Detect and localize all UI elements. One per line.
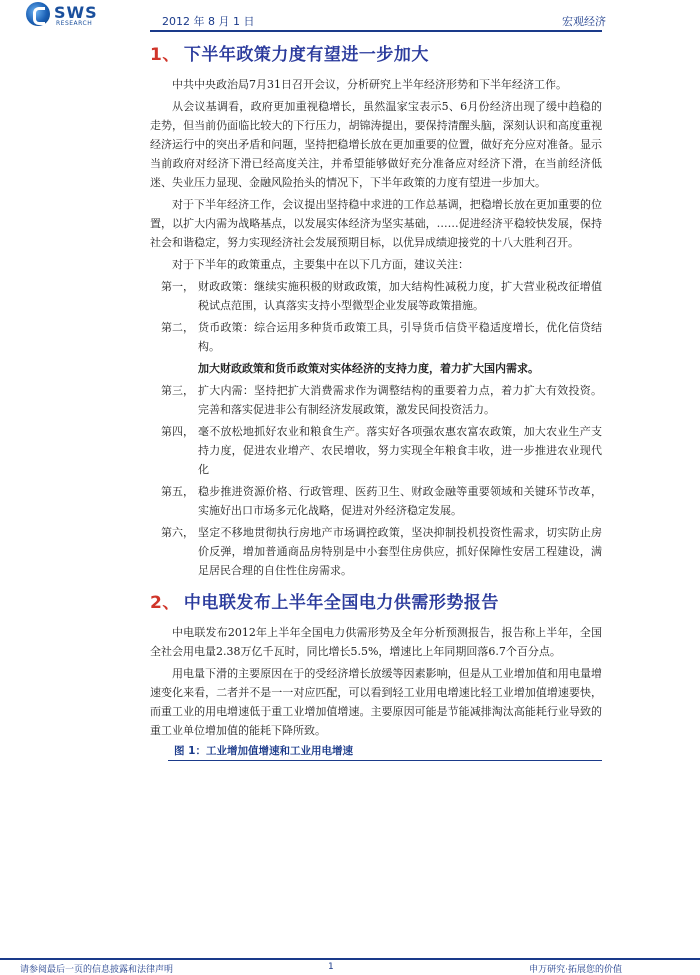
paragraph: 从会议基调看，政府更加重视稳增长，虽然温家宝表示5、6月份经济出现了缓中趋稳的走势，但当前仍面临比较大的下行压力，胡锦涛提出，要保持清醒头脑，深刻认识和高度重视经济运行中的突出矛盾和问题，坚持把稳增长放在更加重要的位置，做好充分应对准备。显示当前政府对经济下滑已经高度关注，并希望能够做好充分准备应对经济下滑，在当前经济低迷、失业压力显现、金融风险抬头的情况下，下半年政策的力度有望进一步加大。 xyxy=(150,100,602,189)
paragraph: 对于下半年的政策重点，主要集中在以下几方面，建议关注： xyxy=(172,258,469,271)
paragraph: 中电联发布2012年上半年全国电力供需形势及全年分析预测报告，报告称上半年，全国全社会用电量2.38万亿千瓦时，同比增长5.5%，增速比上年同期回落6.7个百分点。 xyxy=(150,626,602,658)
policy-item-text: 坚定不移地贯彻执行房地产市场调控政策，坚决抑制投机投资性需求，切实防止房价反弹，增加普通商品房特别是中小套型住房供应，抓好保障性安居工程建设，满足居民合理的自住性住房需求。 xyxy=(198,526,602,577)
policy-item-text: 毫不放松地抓好农业和粮食生产。落实好各项强农惠农富农政策，加大农业生产支持力度，促进农业增产、农民增收，努力实现全年粮食丰收，进一步推进农业现代化 xyxy=(198,425,602,476)
policy-item-label: 第六， xyxy=(161,526,194,539)
footer-slogan: 申万研究·拓展您的价值 xyxy=(529,965,622,975)
disclaimer-note: 请参阅最后一页的信息披露和法律声明 xyxy=(20,965,174,975)
figure-title: 图 1：工业增加值增速和工业用电增速 xyxy=(174,745,353,757)
section-number: 2、 xyxy=(150,593,180,613)
policy-item-text: 货币政策：综合运用多种货币政策工具，引导货币信贷平稳适度增长，优化信贷结构。 xyxy=(198,321,602,353)
page-number: 1 xyxy=(328,962,334,972)
section-title: 中电联发布上半年全国电力供需形势报告 xyxy=(183,593,499,613)
section-number: 1、 xyxy=(150,45,180,65)
logo-text: SWS xyxy=(54,3,98,22)
report-category: 宏观经济 xyxy=(562,15,606,28)
policy-item-label: 第四， xyxy=(161,425,194,438)
sws-logo-icon xyxy=(26,2,50,26)
policy-item-label: 第五， xyxy=(161,485,194,498)
emphasis-line: 加大财政政策和货币政策对实体经济的支持力度，着力扩大国内需求。 xyxy=(198,362,539,375)
page-footer xyxy=(0,958,700,975)
logo-subtext: RESEARCH xyxy=(56,20,93,27)
policy-item-text: 扩大内需：坚持把扩大消费需求作为调整结构的重要着力点，着力扩大有效投资。完善和落实促进非公有制经济发展政策，激发民间投资活力。 xyxy=(198,384,602,416)
policy-item xyxy=(150,422,602,479)
sws-logo xyxy=(26,2,116,30)
policy-item xyxy=(150,381,602,419)
report-date: 2012 年 8 月 1 日 xyxy=(162,15,255,28)
header-divider xyxy=(150,30,602,32)
paragraph: 用电量下滑的主要原因在于的受经济增长放缓等因素影响，但是从工业增加值和用电量增速变化来看，二者并不是一一对应匹配，可以看到轻工业用电增速比轻工业增加值增速要快，而重工业的用电增速低于重工业增加值增速。主要原因可能是节能减排淘汰高能耗行业导致的重工业单位增加值的能耗下降所致。 xyxy=(150,667,602,737)
page-header xyxy=(0,0,700,32)
policy-item-text: 稳步推进资源价格、行政管理、医药卫生、财政金融等重要领域和关键环节改革，实施好出口市场多元化战略，促进对外经济稳定发展。 xyxy=(198,485,602,517)
section-2-heading xyxy=(150,588,602,613)
policy-item-text: 财政政策：继续实施积极的财政政策，加大结构性减税力度，扩大营业税改征增值税试点范围，认真落实支持小型微型企业发展等政策措施。 xyxy=(198,280,602,312)
policy-item xyxy=(150,318,602,356)
policy-item xyxy=(150,523,602,580)
paragraph: 中共中央政治局7月31日召开会议，分析研究上半年经济形势和下半年经济工作。 xyxy=(172,78,567,91)
policy-item-label: 第二， xyxy=(161,321,194,334)
footer-divider xyxy=(0,958,700,960)
policy-item xyxy=(150,277,602,315)
section-title: 下半年政策力度有望进一步加大 xyxy=(183,45,429,65)
policy-item-label: 第一， xyxy=(161,280,194,293)
paragraph: 对于下半年经济工作，会议提出坚持稳中求进的工作总基调，把稳增长放在更加重要的位置，以扩大内需为战略基点，以发展实体经济为坚实基础，……促进经济平稳较快发展，保持社会和谐稳定，努力实现经济社会发展预期目标，以优异成绩迎接党的十八大胜利召开。 xyxy=(150,198,602,249)
report-body xyxy=(150,36,602,761)
section-1-heading xyxy=(150,40,602,65)
policy-item-label: 第三， xyxy=(161,384,194,397)
figure-divider xyxy=(168,760,602,761)
policy-item xyxy=(150,482,602,520)
